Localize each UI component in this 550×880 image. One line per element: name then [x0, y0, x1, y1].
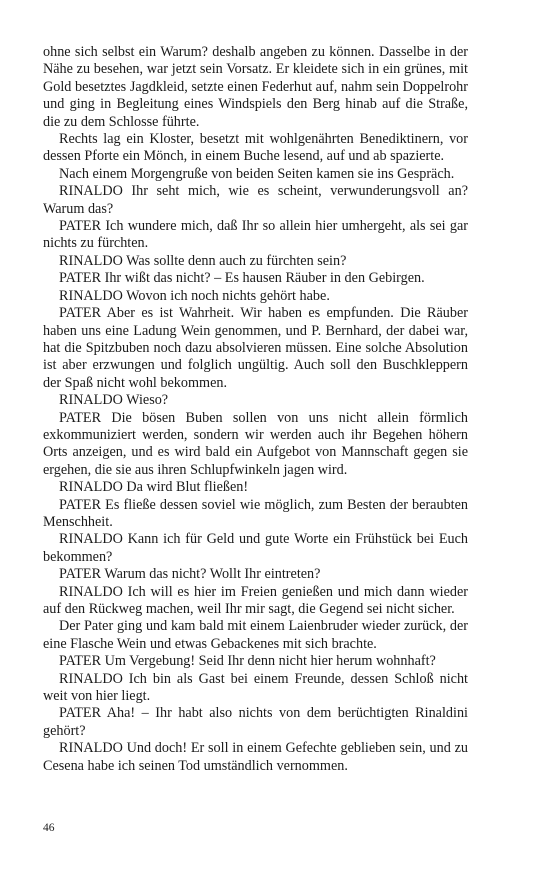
paragraph: Rechts lag ein Kloster, besetzt mit wohlgenährten Benediktinern, vor dessen Pforte ein Mönch, in einem Buche lesend, auf und ab spazierte. — [43, 131, 468, 165]
dialogue-line: RINALDO Ich bin als Gast bei einem Freunde, dessen Schloß nicht weit von hier liegt. — [43, 670, 468, 705]
dialogue-line: RINALDO Wieso? — [59, 392, 169, 409]
dialogue-line: RINALDO Ich will es hier im Freien genießen und mich dann wieder auf den Rückweg machen, weil Ihr mir sagt, die Gegend sei nicht sicher. — [43, 583, 468, 617]
paragraph: ohne sich selbst ein Warum? deshalb angeben zu können. Dasselbe in der Nähe zu besehen, war jetzt sein Vorsatz. Er kleidete sich in ein grünes, mit Gold besetztes Jagdkleid, setzte einen Federhut auf, nahm sein Doppelrohr und ging in Begleitung eines Windspiels den Berg hinab auf die Straße, die zu dem Schlosse führte. — [43, 44, 468, 130]
dialogue-line: PATER Die bösen Buben sollen von uns nicht allein förmlich exkommuniziert werden, sondern wir werden auch ihr Begehen höhern Orts anzeigen, und es wird bald ein Aufgebot von Mannschaft gegen sie ergehen, die sie aus ihren Schlupfwinkeln jagen wird. — [43, 409, 468, 478]
paragraph: Der Pater ging und kam bald mit einem Laienbruder wieder zurück, der eine Flasche Wein und etwas Gebackenes mit sich brachte. — [43, 618, 468, 652]
dialogue-line: RINALDO Ihr seht mich, wie es scheint, verwunderungsvoll an? Warum das? — [43, 183, 468, 217]
dialogue-line: PATER Es fließe dessen soviel wie möglich, zum Besten der beraubten Menschheit. — [43, 496, 468, 530]
dialogue-line: RINALDO Und doch! Er soll in einem Gefechte geblieben sein, und zu Cesena habe ich seinen Tod umständlich vernommen. — [43, 740, 468, 774]
dialogue-line: PATER Um Vergebung! Seid Ihr denn nicht hier herum wohnhaft? — [59, 653, 436, 670]
dialogue-line: PATER Ich wundere mich, daß Ihr so allein hier umhergeht, als sei gar nichts zu fürchten. — [43, 218, 468, 252]
dialogue-line: PATER Ihr wißt das nicht? – Es hausen Räuber in den Gebirgen. — [59, 270, 425, 287]
dialogue-line: PATER Aha! – Ihr habt also nichts von dem berüchtigten Rinaldini gehört? — [43, 705, 468, 739]
body-text — [43, 44, 468, 775]
dialogue-line: PATER Aber es ist Wahrheit. Wir haben es empfunden. Die Räuber haben uns eine Ladung Wein genommen, und P. Bernhard, der dabei war, hat die Spitzbuben noch dazu absolvieren müssen. Eine solche Absolution ist aber erzwungen und folglich ungültig. Auch soll den Buschkleppern der Spaß nicht wohl bekommen. — [43, 305, 468, 391]
paragraph: Nach einem Morgengruße von beiden Seiten kamen sie ins Gespräch. — [59, 165, 455, 182]
dialogue-line: RINALDO Was sollte denn auch zu fürchten sein? — [59, 252, 347, 269]
dialogue-line: RINALDO Wovon ich noch nichts gehört habe. — [59, 287, 330, 304]
page-number: 46 — [43, 822, 55, 834]
dialogue-line: RINALDO Da wird Blut fließen! — [59, 479, 249, 496]
dialogue-line: PATER Warum das nicht? Wollt Ihr eintreten? — [59, 566, 321, 583]
dialogue-line: RINALDO Kann ich für Geld und gute Worte ein Frühstück bei Euch bekommen? — [43, 531, 468, 565]
